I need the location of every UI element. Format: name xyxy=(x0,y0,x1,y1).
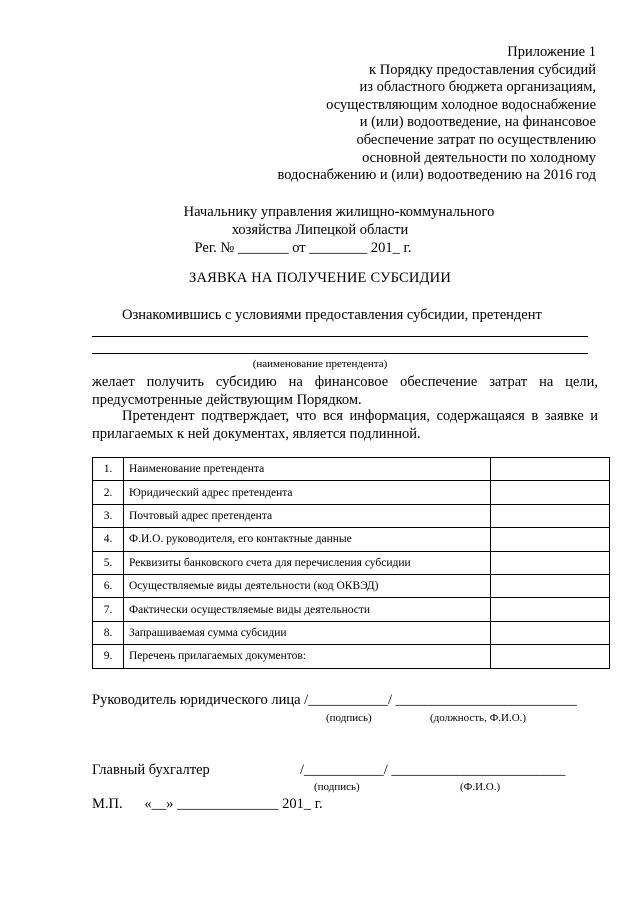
applicant-name-caption: (наименование претендента) xyxy=(252,358,388,370)
row-label: Осуществляемые виды деятельности (код ОКВЭД) xyxy=(124,574,491,597)
head-position-caption: (должность, Ф.И.О.) xyxy=(430,712,527,724)
document-title: ЗАЯВКА НА ПОЛУЧЕНИЕ СУБСИДИИ xyxy=(189,270,451,286)
head-signature-caption: (подпись) xyxy=(326,712,372,724)
row-label: Фактически осуществляемые виды деятельности xyxy=(124,598,491,621)
appendix-header xyxy=(277,44,596,185)
accountant-signature-caption: (подпись) xyxy=(314,781,360,793)
row-label: Почтовый адрес претендента xyxy=(124,504,491,527)
row-value-cell[interactable] xyxy=(491,645,610,668)
table-row xyxy=(93,574,610,597)
row-label: Юридический адрес претендента xyxy=(124,481,491,504)
row-number: 4. xyxy=(93,528,124,551)
appendix-line: Приложение 1 xyxy=(507,44,596,60)
head-signature-line: Руководитель юридического лица /___________/ _________________________ xyxy=(92,692,577,708)
applicant-name-line-1[interactable] xyxy=(92,336,588,337)
row-label: Перечень прилагаемых документов: xyxy=(124,645,491,668)
appendix-line: обеспечение затрат по осуществлению xyxy=(356,131,596,148)
accountant-label: Главный бухгалтер xyxy=(92,762,210,778)
stamp-date-line: М.П. «__» ______________ 201_ г. xyxy=(92,796,323,812)
appendix-line: осуществляющим холодное водоснабжение xyxy=(326,96,596,113)
row-value-cell[interactable] xyxy=(491,458,610,481)
addressee-block xyxy=(0,203,640,257)
addressee-line: хозяйства Липецкой области xyxy=(231,222,409,238)
confirmation-paragraph: Претендент подтверждает, что вся информация, содержащаяся в заявке и прилагаемых к ней документах, является подлинной. xyxy=(92,408,598,442)
row-number: 8. xyxy=(93,621,124,644)
row-number: 2. xyxy=(93,481,124,504)
applicant-info-table xyxy=(92,457,610,669)
row-number: 5. xyxy=(93,551,124,574)
appendix-line: основной деятельности по холодному xyxy=(362,149,596,166)
table-row xyxy=(93,528,610,551)
row-number: 1. xyxy=(93,458,124,481)
addressee-line: Начальнику управления жилищно-коммунального xyxy=(183,204,495,220)
row-number: 3. xyxy=(93,504,124,527)
applicant-name-line-2[interactable] xyxy=(92,353,588,354)
table-row xyxy=(93,621,610,644)
table-row xyxy=(93,598,610,621)
table-row xyxy=(93,645,610,668)
appendix-line: к Порядку предоставления субсидий xyxy=(369,61,596,78)
row-label: Наименование претендента xyxy=(124,458,491,481)
intro-text: Ознакомившись с условиями предоставления субсидии, претендент xyxy=(122,307,542,323)
row-value-cell[interactable] xyxy=(491,504,610,527)
accountant-name-caption: (Ф.И.О.) xyxy=(460,781,501,793)
row-number: 6. xyxy=(93,574,124,597)
accountant-signature-line: /___________/ ________________________ xyxy=(300,762,566,778)
table-row xyxy=(93,504,610,527)
table-row xyxy=(93,458,610,481)
purpose-paragraph: желает получить субсидию на финансовое обеспечение затрат на цели, предусмотренные действующим Порядком. xyxy=(92,374,598,408)
row-label: Запрашиваемая сумма субсидии xyxy=(124,621,491,644)
table-row xyxy=(93,481,610,504)
row-number: 7. xyxy=(93,598,124,621)
appendix-line: и (или) водоотведение, на финансовое xyxy=(359,114,596,131)
row-value-cell[interactable] xyxy=(491,621,610,644)
row-value-cell[interactable] xyxy=(491,481,610,504)
row-value-cell[interactable] xyxy=(491,574,610,597)
appendix-line: водоснабжению и (или) водоотведению на 2016 год xyxy=(277,167,596,184)
row-value-cell[interactable] xyxy=(491,598,610,621)
row-number: 9. xyxy=(93,645,124,668)
row-value-cell[interactable] xyxy=(491,551,610,574)
row-label: Реквизиты банковского счета для перечисления субсидии xyxy=(124,551,491,574)
row-value-cell[interactable] xyxy=(491,528,610,551)
table-row xyxy=(93,551,610,574)
registration-line: Рег. № _______ от ________ 201_ г. xyxy=(194,240,412,256)
appendix-line: из областного бюджета организациям, xyxy=(359,79,596,96)
row-label: Ф.И.О. руководителя, его контактные данные xyxy=(124,528,491,551)
